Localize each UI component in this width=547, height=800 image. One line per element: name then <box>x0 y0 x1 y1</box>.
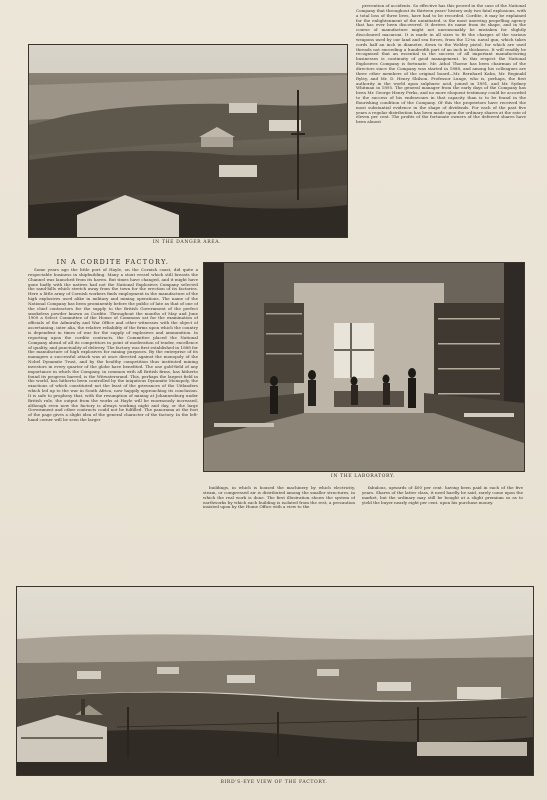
photo-birds-eye-view <box>16 586 534 776</box>
birds-eye-illustration <box>17 587 533 775</box>
article-heading: IN A CORDITE FACTORY. <box>56 258 170 266</box>
article-text: prevention of accidents. So effective has this proved in the case of the National Company that throughout its thirteen years' history only two fatal explosions, with a total loss of three lives, have had to be recorded. Cordite, it may be explained for the enlightenment of the uninitiated, is the most unerring propelling agency that has ever been discovered. It derives its name from its shape, and in the course of manufacture might not unreasonably be mistaken for slightly discoloured macaroni. It is made in all sizes to fit the charges of the various weapons used by our land and sea forces, from the 12-in. naval gun, which takes cords half an inch in diameter, down to the Webley pistol, for which are used threads not exceeding a hundredth part of an inch in thickness. It will readily be recognised that an essential in the success of all important manufacturing businesses is continuity of good management. In this respect the National Explosives Company is fortunate. Mr. Athol Thorne has been chairman of the directors since the Company was started in 1888, and among his colleagues are three other members of the original board—Mr. Bernhard Kahn, Mr. Reginald Ryley, and Mr. D. Henry Shilson. Professor Lunge, who is, perhaps, the first authority in the world upon sulphuric acid, joined in 1891, and Mr. Sydney Whitman in 1895. The general manager from the early days of the Company has been Mr. George Henry Perks, and no more eloquent testimony could be accorded to the success of his endeavours in that capacity than is to be found in the flourishing condition of the Company. Of this the proprietors have received the most substantial evidence in the shape of dividends. For each of the past five years a regular distribution has been made upon the ordinary shares at the rate of eleven per cent. The profits of the fortunate owners of the deferred shares have been almost <box>356 4 526 125</box>
article-text: buildings, in which is housed the machinery by which electricity, steam, or compressed air is distributed among the smaller structures, in which the real work is done. The first illustration shows the system of earthworks by which each building is isolated from the rest, a precaution insisted upon by the Home Office with a view to the <box>203 486 355 510</box>
article-column-right-bottom <box>362 486 523 568</box>
photo-laboratory <box>203 262 525 472</box>
article-column-middle-bottom <box>203 486 355 568</box>
caption-birds-eye: BIRD'S-EYE VIEW OF THE FACTORY. <box>220 780 328 785</box>
caption-laboratory: IN THE LABORATORY. <box>330 474 396 479</box>
article-text: fabulous, upwards of 400 per cent. having been paid in each of the five years. Shares of the latter class, it need hardly be said, rarely come upon the market, but the ordinary may still be bought at a slight premium so as to yield the buyer nearly eight per cent. upon his purchase money. <box>362 486 523 505</box>
caption-danger-area: IN THE DANGER AREA. <box>152 240 222 245</box>
laboratory-illustration <box>204 263 524 471</box>
article-column-left <box>28 268 198 566</box>
article-text: Some years ago the little port of Hayle, on the Cornish coast, did quite a respectable business in shipbuilding. Many a stout vessel which still breasts the Channel was launched from its haven. But times have changed, and it might have gone badly with the natives had not the National Explosives Company selected the sand-hills which stretch away from the town for the erection of its factories. Here a little army of Cornish workers finds employment in the manufacture of the high explosives used alike in military and mining operations. The name of the National Company has been prominently before the public of late as that of one of the chief contractors for the supply to the British Government of the perfect smokeless powder known as Cordite. Throughout the months of May and June 1900 a Select Committee of the House of Commons sat for the examination of officials of the Admiralty and War Office and other witnesses with the object of ascertaining, inter alia, the relative reliability of the firms upon which the country is dependent in times of war for the supply of explosives and ammunition. In reporting upon the cordite contracts, the Committee placed the National Company ahead of all its competitors in point of moderation of tender, excellence of quality, and punctuality of delivery. The factory was first established in 1888 for the manufacture of high explosives for mining purposes. By the enterprise of its managers a successful attack was at once directed against the monopoly of the Nobel Dynamite Trust, and by the healthy competition thus instituted mining investors in every quarter of the globe have benefited. The one gold-field of any importance in which the Company, in common with all British firms, has hitherto found its progress barred, is the Witwatersrand. This, perhaps the largest field in the world, has hitherto been controlled by the iniquitous Dynamite Monopoly, the exactions of which constituted not the least of the grievances of the Uitlanders which led up to the war in South Africa, now happily approaching its conclusion. It is safe to prophesy that, with the resumption of mining at Johannesburg under British rule, the output from the works at Hayle will be enormously increased, although even now the factory is always working night and day, or the large Government and other contracts could not be fulfilled. The panorama at the foot of the page gives a slight idea of the general character of the factory. In the left-hand corner will be seen the larger <box>28 268 198 423</box>
photo-danger-area <box>28 44 348 238</box>
danger-area-illustration <box>29 45 347 237</box>
article-column-right-top <box>356 4 526 250</box>
